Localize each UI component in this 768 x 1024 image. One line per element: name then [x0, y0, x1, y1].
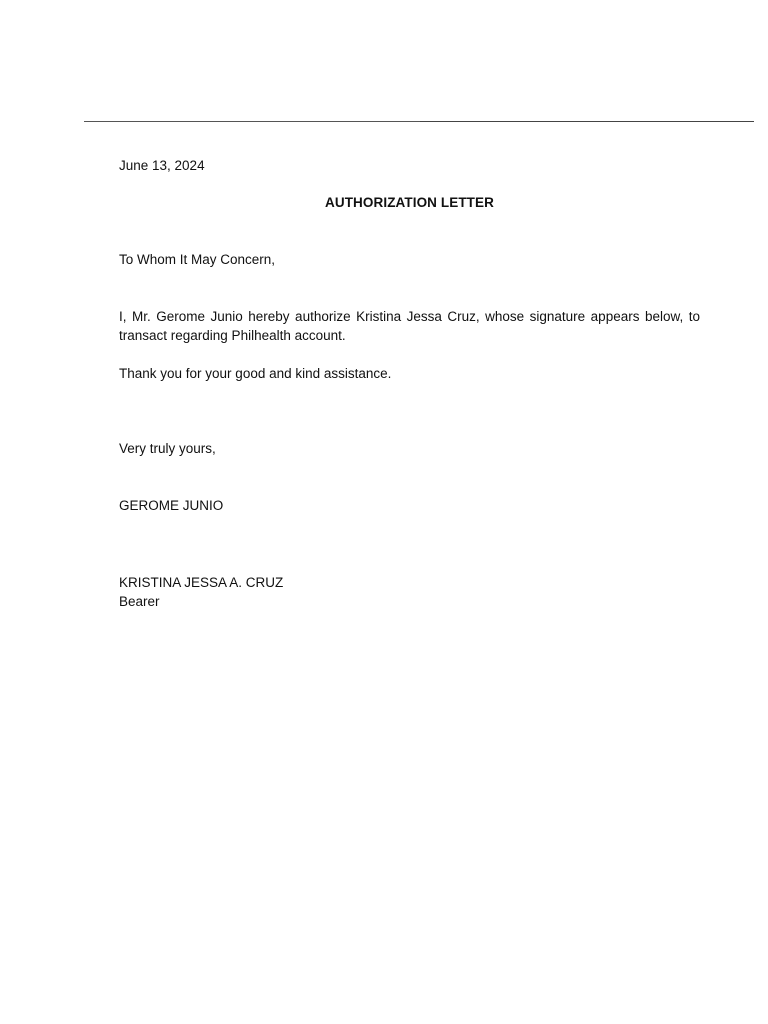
signer-name: GEROME JUNIO [119, 498, 224, 513]
letter-date: June 13, 2024 [119, 158, 205, 173]
header-rule-right-segment [420, 121, 754, 122]
bearer-name: KRISTINA JESSA A. CRUZ [119, 575, 284, 590]
thanks-line: Thank you for your good and kind assistance. [119, 366, 392, 381]
letter-title: AUTHORIZATION LETTER [325, 195, 494, 210]
salutation: To Whom It May Concern, [119, 252, 276, 267]
body-line-1: I, Mr. Gerome Junio hereby authorize Kristina Jessa Cruz, whose signature appears below, to [119, 309, 700, 324]
bearer-role: Bearer [119, 594, 160, 609]
closing-line: Very truly yours, [119, 441, 216, 456]
body-line-2: transact regarding Philhealth account. [119, 328, 346, 343]
body-paragraph [119, 307, 700, 345]
